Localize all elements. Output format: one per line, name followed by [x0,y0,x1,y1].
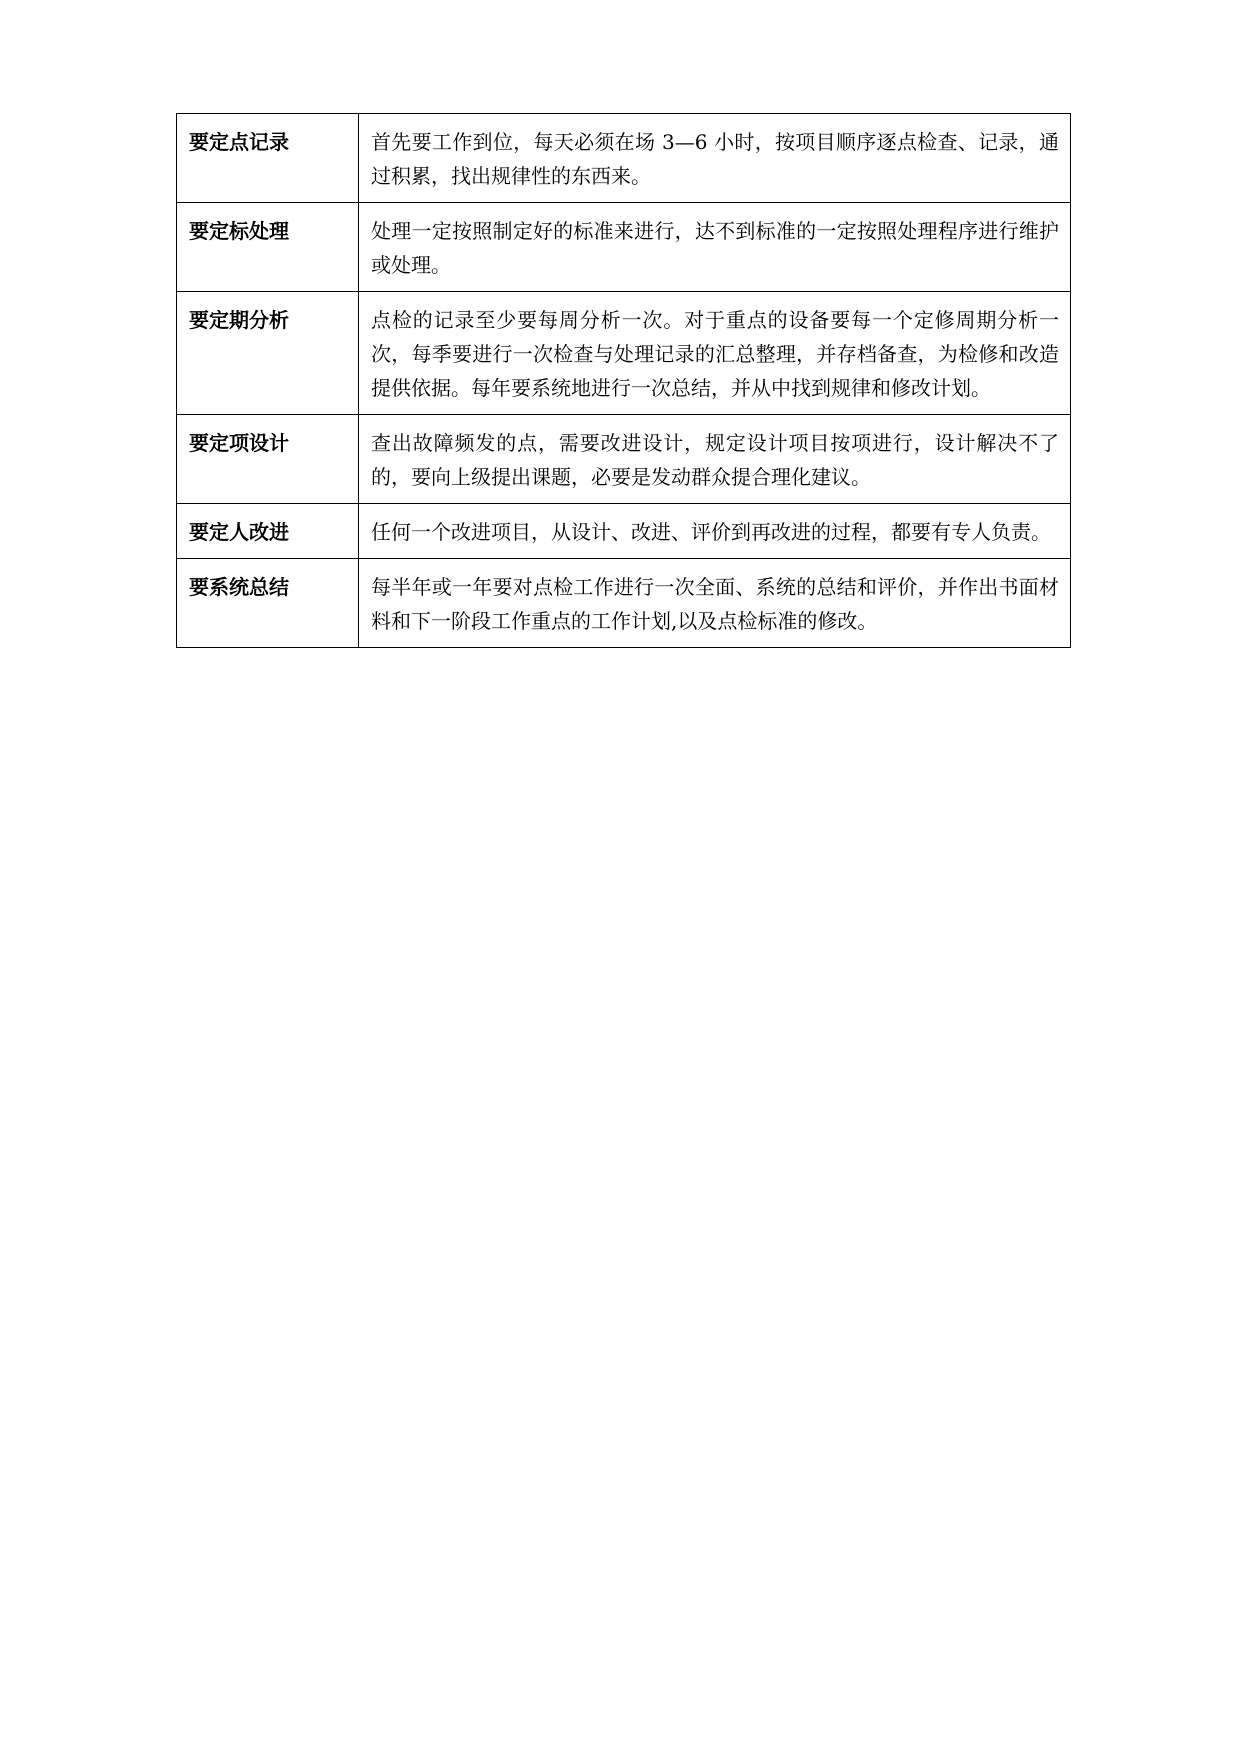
requirement-term: 要定点记录 [177,114,359,203]
requirement-term: 要定项设计 [177,415,359,504]
requirement-description: 处理一定按照制定好的标准来进行，达不到标准的一定按照处理程序进行维护或处理。 [359,203,1071,292]
table-row [177,114,1071,203]
requirement-description: 首先要工作到位，每天必须在场 3—6 小时，按项目顺序逐点检查、记录，通过积累，找出规律性的东西来。 [359,114,1071,203]
requirement-description: 每半年或一年要对点检工作进行一次全面、系统的总结和评价，并作出书面材料和下一阶段工作重点的工作计划,以及点检标准的修改。 [359,559,1071,648]
requirement-term: 要定期分析 [177,292,359,415]
table-row [177,292,1071,415]
requirement-term: 要定人改进 [177,504,359,559]
requirement-description: 任何一个改进项目，从设计、改进、评价到再改进的过程，都要有专人负责。 [359,504,1071,559]
requirement-term: 要系统总结 [177,559,359,648]
table-row [177,203,1071,292]
requirement-description: 查出故障频发的点，需要改进设计，规定设计项目按项进行，设计解决不了的，要向上级提出课题，必要是发动群众提合理化建议。 [359,415,1071,504]
requirement-description: 点检的记录至少要每周分析一次。对于重点的设备要每一个定修周期分析一次，每季要进行一次检查与处理记录的汇总整理，并存档备查，为检修和改造提供依据。每年要系统地进行一次总结，并从中找到规律和修改计划。 [359,292,1071,415]
table-row [177,559,1071,648]
table-row [177,415,1071,504]
requirement-term: 要定标处理 [177,203,359,292]
inspection-requirements-table [176,113,1071,648]
table-row [177,504,1071,559]
